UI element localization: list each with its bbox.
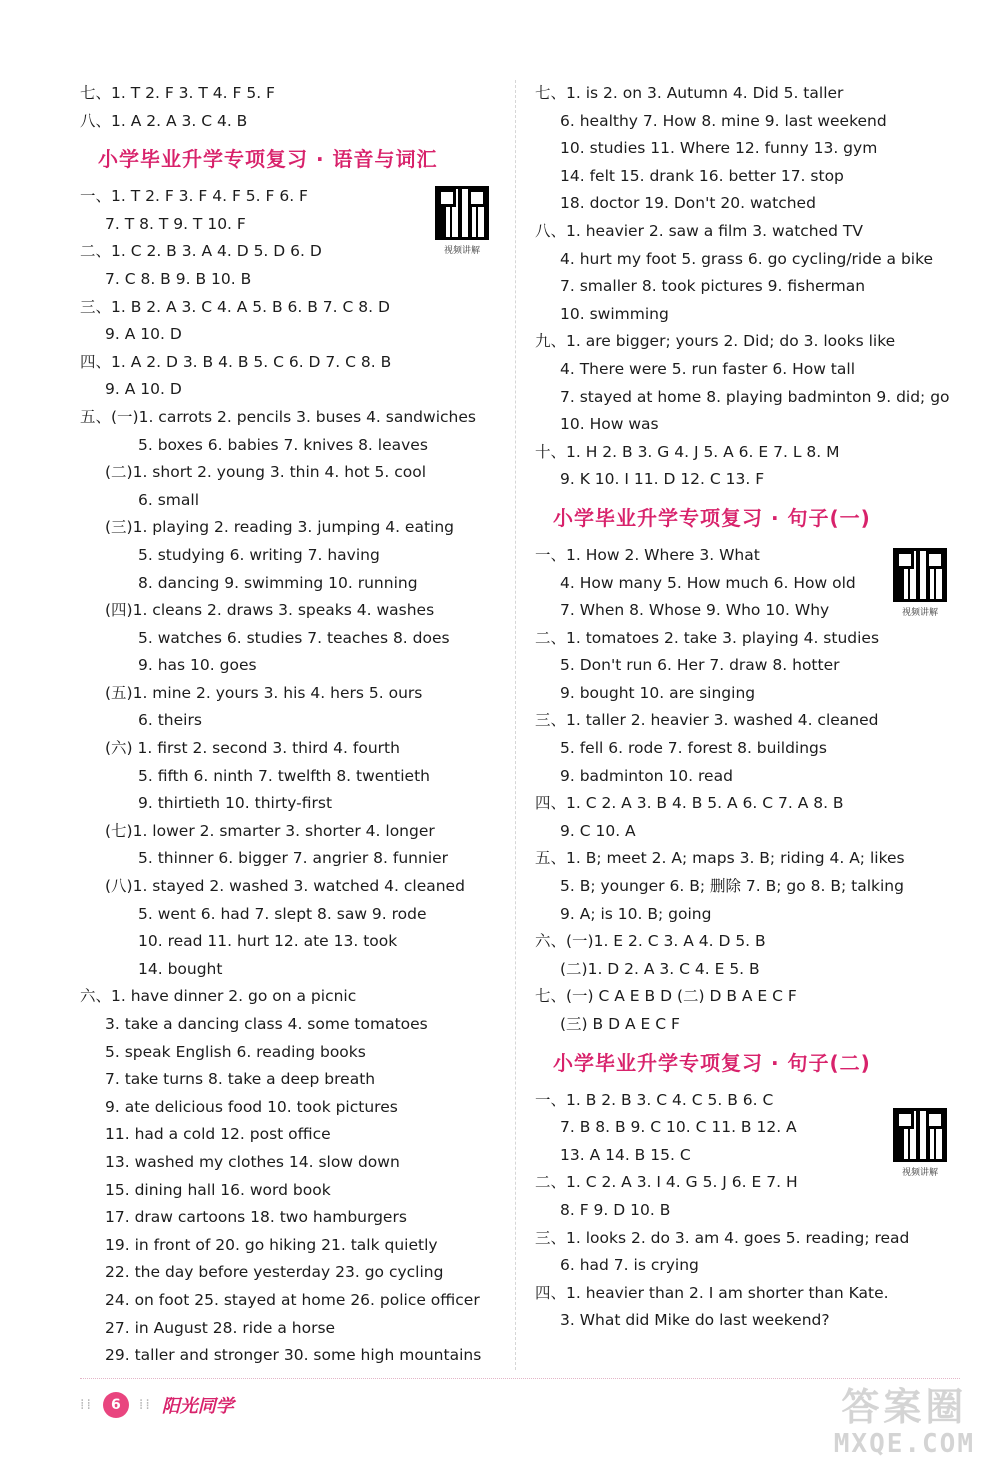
answer-line: 六、1. have dinner 2. go on a picnic (80, 987, 357, 1006)
answer-line: 9. A 10. D (105, 325, 182, 344)
answer-line: 13. A 14. B 15. C (560, 1145, 691, 1164)
brand-logo: 阳光同学 (161, 1396, 234, 1417)
watermark-domain: MXQE.COM (833, 1429, 975, 1459)
answer-line: 9. A; is 10. B; going (560, 904, 712, 923)
answer-line: (五)1. mine 2. yours 3. his 4. hers 5. ours (105, 683, 423, 702)
answer-line: 一、1. How 2. Where 3. What (535, 545, 760, 564)
answer-line: 6. healthy 7. How 8. mine 9. last weekend (560, 111, 887, 130)
qr-caption: 视频讲解 (443, 246, 480, 256)
answer-line: 7. T 8. T 9. T 10. F (105, 214, 246, 233)
answer-line: (三)1. playing 2. reading 3. jumping 4. eating (105, 518, 455, 537)
answer-line: 5. Don't run 6. Her 7. draw 8. hotter (560, 656, 840, 675)
answer-line: 二、1. C 2. B 3. A 4. D 5. D 6. D (80, 242, 322, 261)
answer-line: 四、1. heavier than 2. I am shorter than Kate. (535, 1283, 889, 1302)
answer-line: 7. B 8. B 9. C 10. C 11. B 12. A (560, 1118, 797, 1137)
answer-line: (四)1. cleans 2. draws 3. speaks 4. washes (105, 601, 435, 620)
answer-line: 19. in front of 20. go hiking 21. talk quietly (105, 1235, 438, 1254)
answer-line: 十、1. H 2. B 3. G 4. J 5. A 6. E 7. L 8. M (535, 442, 840, 461)
answer-line: 5. thinner 6. bigger 7. angrier 8. funnier (138, 849, 449, 868)
answer-line: 18. doctor 19. Don't 20. watched (560, 194, 816, 213)
answer-line: 10. studies 11. Where 12. funny 13. gym (560, 139, 878, 158)
footer-divider (80, 1378, 960, 1379)
answer-line: 7. stayed at home 8. playing badminton 9. did; go (560, 387, 950, 406)
answer-line: 9. bought 10. are singing (560, 683, 756, 702)
answer-line: 七、1. is 2. on 3. Autumn 4. Did 5. taller (535, 84, 844, 102)
answer-line: 5. fell 6. rode 7. forest 8. buildings (560, 739, 827, 758)
answer-line: 13. washed my clothes 14. slow down (105, 1152, 400, 1171)
answer-line: 10. read 11. hurt 12. ate 13. took (138, 932, 398, 951)
answer-line: 27. in August 28. ride a horse (105, 1318, 336, 1337)
page-footer (80, 1385, 234, 1425)
answer-line: 24. on foot 25. stayed at home 26. police officer (105, 1290, 480, 1309)
qr-code-vocab[interactable] (432, 186, 492, 260)
footer-dots-icon: ⁞⁞ (138, 1397, 152, 1413)
answer-line: 7. smaller 8. took pictures 9. fisherman (560, 277, 866, 296)
answer-line: 9. badminton 10. read (560, 766, 733, 785)
footer-dots-icon: ⁞⁞ (80, 1397, 93, 1413)
answer-line: 九、1. are bigger; yours 2. Did; do 3. looks like (535, 332, 896, 351)
answer-line: 5. boxes 6. babies 7. knives 8. leaves (138, 435, 428, 454)
answer-line: 二、1. C 2. A 3. I 4. G 5. J 6. E 7. H (535, 1173, 798, 1192)
answer-line: 一、1. T 2. F 3. F 4. F 5. F 6. F (80, 187, 308, 206)
answer-line: 9. ate delicious food 10. took pictures (105, 1097, 398, 1116)
watermark (834, 1385, 975, 1459)
answer-line: 三、1. B 2. A 3. C 4. A 5. B 6. B 7. C 8. D (80, 297, 390, 316)
answer-line: 二、1. tomatoes 2. take 3. playing 4. studies (535, 628, 880, 647)
answer-line: (二)1. D 2. A 3. C 4. E 5. B (560, 959, 760, 978)
answer-line: (二)1. short 2. young 3. thin 4. hot 5. cool (105, 463, 427, 482)
watermark-main: 答案圈 (841, 1385, 968, 1429)
answer-line: 8. F 9. D 10. B (560, 1200, 671, 1219)
answer-line: 5. B; younger 6. B; 删除 7. B; go 8. B; talking (560, 877, 904, 896)
answer-line: 29. taller and stronger 30. some high mountains (105, 1346, 482, 1365)
answer-line: 9. has 10. goes (138, 656, 257, 675)
qr-code-icon (435, 186, 489, 240)
answer-line: 四、1. C 2. A 3. B 4. B 5. A 6. C 7. A 8. B (535, 794, 844, 813)
answer-line: 9. thirtieth 10. thirty-first (138, 794, 333, 813)
answer-line: 4. There were 5. run faster 6. How tall (560, 359, 855, 378)
answer-line: 3. What did Mike do last weekend? (560, 1311, 830, 1330)
answer-line: 5. fifth 6. ninth 7. twelfth 8. twentieth (138, 766, 430, 785)
answer-line: 八、1. A 2. A 3. C 4. B (80, 111, 248, 130)
answer-line: 10. How was (560, 415, 659, 434)
left-column (80, 80, 510, 1370)
qr-code-icon (893, 1108, 947, 1162)
answer-line: 三、1. looks 2. do 3. am 4. goes 5. reading; read (535, 1228, 910, 1247)
answer-line: 22. the day before yesterday 23. go cycling (105, 1263, 444, 1282)
answer-line: (三) B D A E C F (560, 1015, 680, 1033)
answer-line: 17. draw cartoons 18. two hamburgers (105, 1208, 407, 1227)
answer-line: 八、1. heavier 2. saw a film 3. watched TV (535, 221, 863, 240)
answer-line: 14. bought (138, 959, 223, 978)
answer-line: 4. hurt my foot 5. grass 6. go cycling/ride a bike (560, 249, 934, 268)
answer-line: 四、1. A 2. D 3. B 4. B 5. C 6. D 7. C 8. B (80, 352, 392, 371)
qr-code-sentences-1[interactable] (890, 548, 950, 622)
answer-line: (六) 1. first 2. second 3. third 4. fourth (105, 739, 400, 758)
answer-line: 七、1. T 2. F 3. T 4. F 5. F (80, 84, 275, 102)
answer-line: (七)1. lower 2. smarter 3. shorter 4. longer (105, 821, 435, 840)
qr-caption: 视频讲解 (901, 608, 938, 618)
answer-line: 11. had a cold 12. post office (105, 1125, 331, 1144)
answer-line: 9. C 10. A (560, 821, 636, 840)
answer-line: 6. theirs (138, 711, 202, 730)
answer-line: 5. studying 6. writing 7. having (138, 545, 380, 564)
answer-line: 5. went 6. had 7. slept 8. saw 9. rode (138, 904, 427, 923)
qr-caption: 视频讲解 (901, 1168, 938, 1178)
answer-line: 4. How many 5. How much 6. How old (560, 573, 856, 592)
answer-line: 3. take a dancing class 4. some tomatoes (105, 1015, 428, 1033)
answer-line: (八)1. stayed 2. washed 3. watched 4. cleaned (105, 877, 465, 896)
answer-line: 8. dancing 9. swimming 10. running (138, 573, 418, 592)
answer-line: 7. take turns 8. take a deep breath (105, 1070, 376, 1089)
answer-line: 六、(一)1. E 2. C 3. A 4. D 5. B (535, 932, 766, 951)
qr-code-icon (893, 548, 947, 602)
answer-line: 6. small (138, 490, 200, 509)
section-title: 小学毕业升学专项复习 · 句子(二) (553, 1050, 871, 1075)
answer-line: 7. C 8. B 9. B 10. B (105, 269, 252, 288)
answer-line: 9. K 10. I 11. D 12. C 13. F (560, 470, 765, 489)
answer-line: 6. had 7. is crying (560, 1256, 699, 1275)
answer-line: 七、(一) C A E B D (二) D B A E C F (535, 987, 797, 1006)
page-number: 6 (103, 1392, 129, 1418)
answer-line: 三、1. taller 2. heavier 3. washed 4. cleaned (535, 711, 879, 730)
answer-line: 五、1. B; meet 2. A; maps 3. B; riding 4. A; likes (535, 849, 905, 868)
answer-line: 5. speak English 6. reading books (105, 1042, 366, 1061)
answer-line: 9. A 10. D (105, 380, 182, 399)
section-title: 小学毕业升学专项复习 · 语音与词汇 (98, 147, 438, 172)
answer-line: 一、1. B 2. B 3. C 4. C 5. B 6. C (535, 1090, 774, 1109)
answer-line: 14. felt 15. drank 16. better 17. stop (560, 166, 844, 185)
section-title: 小学毕业升学专项复习 · 句子(一) (553, 505, 871, 530)
answer-line: 15. dining hall 16. word book (105, 1180, 331, 1199)
answer-line: 五、(一)1. carrots 2. pencils 3. buses 4. sandwiches (80, 407, 476, 426)
qr-code-sentences-2[interactable] (890, 1108, 950, 1182)
answer-line: 5. watches 6. studies 7. teaches 8. does (138, 628, 450, 647)
column-divider (515, 80, 516, 1370)
answer-line: 10. swimming (560, 304, 669, 323)
answer-line: 7. When 8. Whose 9. Who 10. Why (560, 601, 830, 620)
